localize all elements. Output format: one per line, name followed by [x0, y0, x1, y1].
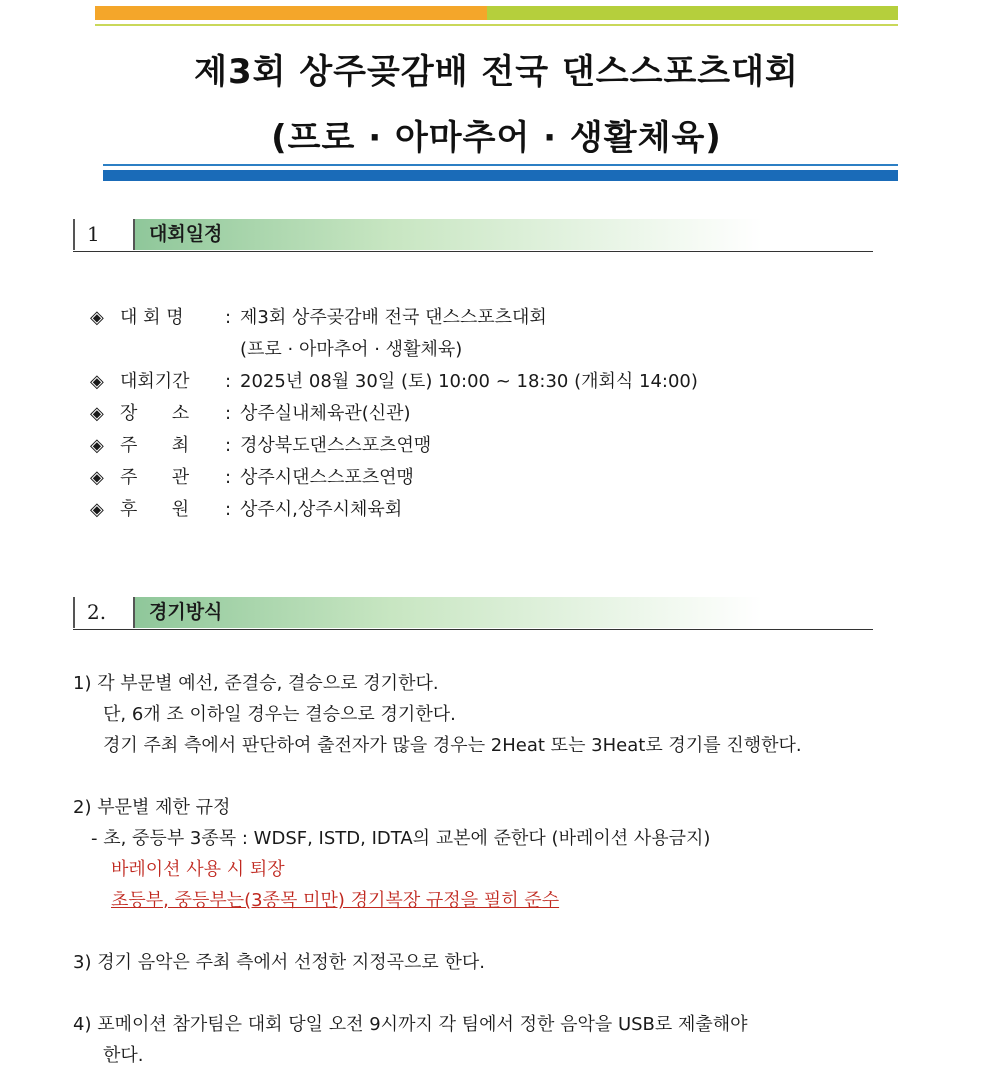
info-row-period: [90, 366, 698, 398]
diamond-bullet-icon: ◈: [90, 467, 104, 488]
page-title: 제3회 상주곶감배 전국 댄스스포츠대회: [194, 52, 799, 92]
top-bar-orange: [95, 6, 487, 20]
info-row-name: [90, 302, 698, 334]
rule-2: 2) 부문별 제한 규정: [73, 797, 231, 818]
diamond-bullet-icon: ◈: [90, 435, 104, 456]
info-value: 상주실내체육관(신관): [240, 403, 411, 424]
info-value: 제3회 상주곶감배 전국 댄스스포츠대회: [240, 307, 547, 328]
top-thin-line: [95, 24, 898, 26]
info-key: 주 관: [120, 467, 190, 488]
colon: :: [224, 307, 232, 328]
info-value: 2025년 08월 30일 (토) 10:00 ~ 18:30 (개회식 14:00): [240, 371, 698, 392]
rule-2-warning-underlined: 초등부, 중등부는(3종목 미만) 경기복장 규정을 필히 준수: [111, 890, 560, 911]
top-color-bar: [95, 6, 898, 20]
rule-3: 3) 경기 음악은 주최 측에서 선정한 지정곡으로 한다.: [73, 952, 486, 973]
rule-4: 4) 포메이션 참가팀은 대회 당일 오전 9시까지 각 팀에서 정한 음악을 USB로 제출해야: [73, 1014, 748, 1035]
colon: :: [224, 499, 232, 520]
blue-thin-line: [103, 164, 898, 166]
section-number: 2.: [73, 597, 123, 628]
info-key: 장 소: [120, 403, 190, 424]
rule-2-warning: 바레이션 사용 시 퇴장: [111, 859, 285, 880]
info-key: 대회기간: [120, 371, 190, 392]
rule-1-line: 단, 6개 조 이하일 경우는 결승으로 경기한다.: [103, 704, 456, 725]
info-key: 후 원: [120, 499, 190, 520]
info-key: 대 회 명: [120, 307, 184, 328]
info-row-organizer: [90, 462, 698, 494]
top-bar-green: [487, 6, 898, 20]
competition-rules: [73, 668, 802, 1071]
info-key: 주 최: [120, 435, 190, 456]
section-number: 1: [73, 219, 123, 250]
colon: :: [224, 467, 232, 488]
section-label: 대회일정: [133, 219, 873, 250]
colon: :: [224, 371, 232, 392]
rule-4-line: 한다.: [103, 1045, 144, 1066]
colon: :: [224, 403, 232, 424]
rule-1: 1) 각 부문별 예선, 준결승, 결승으로 경기한다.: [73, 673, 439, 694]
colon: :: [224, 435, 232, 456]
info-value: (프로 · 아마추어 · 생활체육): [240, 339, 463, 360]
page-subtitle: (프로 · 아마추어 · 생활체육): [271, 118, 722, 158]
section-header-competition: [73, 597, 873, 630]
info-row-venue: [90, 398, 698, 430]
diamond-bullet-icon: ◈: [90, 371, 104, 392]
schedule-info-list: [90, 302, 698, 526]
section-header-schedule: [73, 219, 873, 252]
diamond-bullet-icon: ◈: [90, 499, 104, 520]
rule-2-line: - 초, 중등부 3종목 : WDSF, ISTD, IDTA의 교본에 준한다 (바레이션 사용금지): [91, 828, 711, 849]
section-label: 경기방식: [133, 597, 873, 628]
info-value: 경상북도댄스스포츠연맹: [240, 435, 432, 456]
info-value: 상주시,상주시체육회: [240, 499, 403, 520]
info-row-name-cont: [90, 334, 698, 366]
diamond-bullet-icon: ◈: [90, 307, 104, 328]
info-row-host: [90, 430, 698, 462]
diamond-bullet-icon: ◈: [90, 403, 104, 424]
info-value: 상주시댄스스포츠연맹: [240, 467, 414, 488]
blue-bar: [103, 170, 898, 181]
info-row-sponsor: [90, 494, 698, 526]
rule-1-line: 경기 주최 측에서 판단하여 출전자가 많을 경우는 2Heat 또는 3Heat로 경기를 진행한다.: [103, 735, 802, 756]
